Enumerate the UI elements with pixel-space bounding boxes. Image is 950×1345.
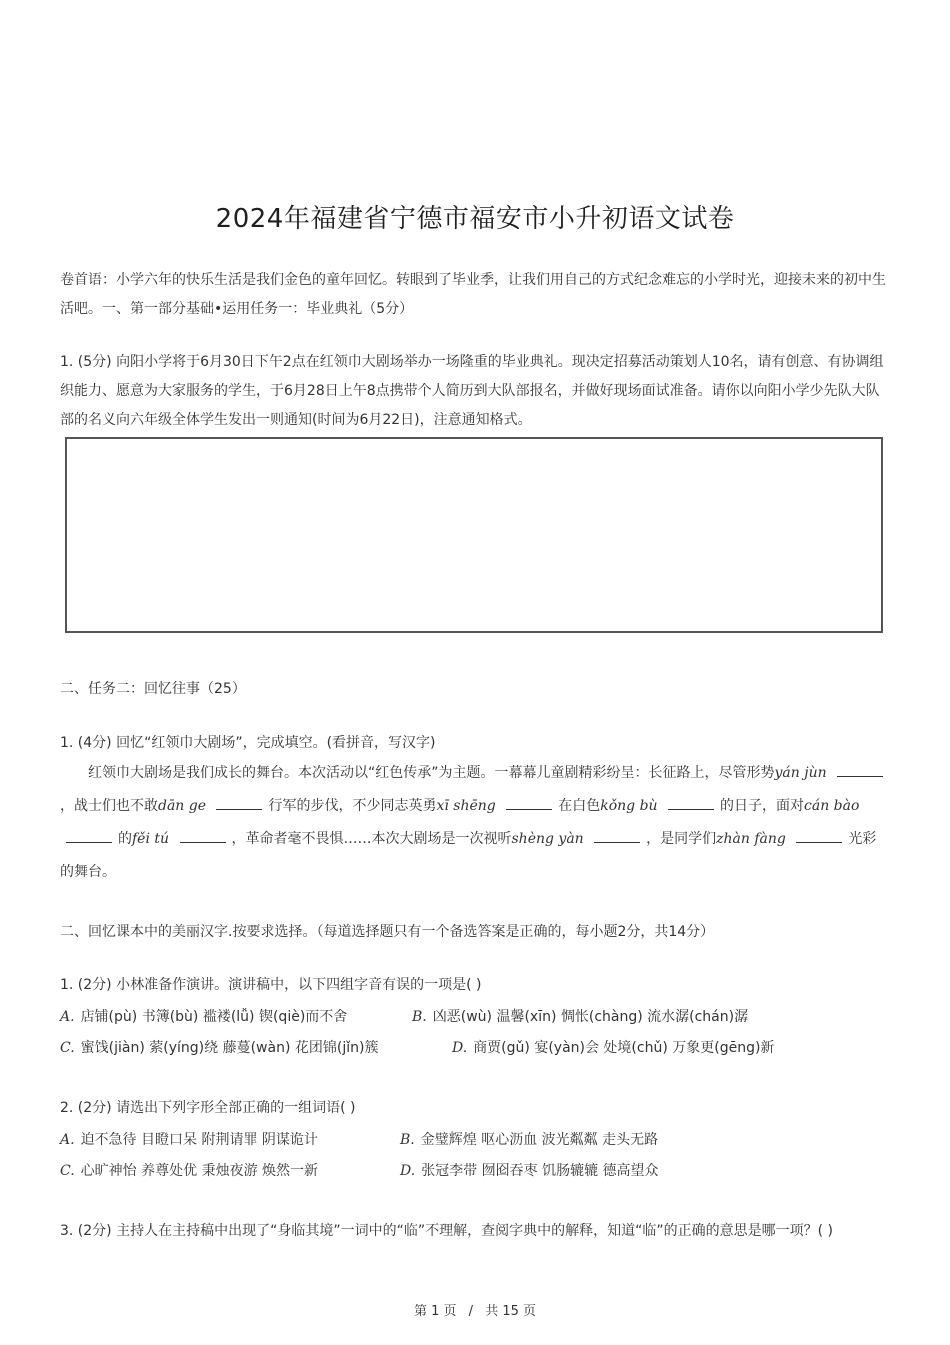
page-number: 第 1 页 [413, 1304, 457, 1319]
option-a[interactable]: A. 迫不急待 目瞪口呆 附荆请罪 阴谋诡计 [60, 1132, 318, 1148]
option-d[interactable]: D. 张冠李带 囫囵吞枣 饥肠辘辘 德高望众 [400, 1163, 659, 1179]
option-c[interactable]: C. 心旷神怡 养尊处优 秉烛夜游 焕然一新 [60, 1163, 319, 1179]
pinyin: zhàn fàng [716, 831, 786, 847]
page-title: 2024年福建省宁德市福安市小升初语文试卷 [215, 204, 735, 234]
blank-1[interactable] [837, 762, 883, 777]
mc2-question: 2. (2分) 请选出下列字形全部正确的一组词语( ) [60, 1100, 356, 1116]
pinyin: cán bào [804, 798, 860, 814]
pinyin: xī shēng [436, 798, 496, 814]
fill-text: ，战士们也不敢 [60, 798, 158, 814]
fill-text: 行军的步伐，不少同志英勇 [268, 798, 437, 814]
question-1-text: 1. (5分) 向阳小学将于6月30日下午2点在红领巾大剧场举办一场隆重的毕业典礼。现决定招募活动策划人10名，请有创意、有协调组织能力、愿意为大家服务的学生，于6月28日上午8点携带个人简历到大队部报名，并做好现场面试准备。请你以向阳小学少先队大队部的名义向六年级全体学生发出一则通知(时间为6月22日)，注意通知格式。 [60, 354, 884, 428]
option-c[interactable]: C. 蜜饯(jiàn) 萦(yíng)绕 藤蔓(wàn) 花团锦(jǐn)簇 [60, 1040, 379, 1056]
preface-text: 卷首语：小学六年的快乐生活是我们金色的童年回忆。转眼到了毕业季，让我们用自己的方式纪念难忘的小学时光，迎接未来的初中生活吧。一、第一部分基础•运用任务一：毕业典礼（5分） [60, 272, 886, 317]
section-3-heading: 二、回忆课本中的美丽汉字.按要求选择。（每道选择题只有一个备选答案是正确的，每小题2分，共14分） [60, 924, 715, 940]
blank-5[interactable] [66, 828, 112, 843]
fill-text: 的日子，面对 [720, 798, 805, 814]
fill-text: 在白色 [558, 798, 601, 814]
pinyin: dān ge [158, 798, 207, 814]
fill-text: 光彩的舞台。 [60, 831, 877, 880]
mc3-question: 3. (2分) 主持人在主持稿中出现了“身临其境”一词中的“临”不理解，查阅字典中的解释，知道“临”的正确的意思是哪一项？( ) [60, 1223, 833, 1239]
fill-text: 红领巾大剧场是我们成长的舞台。本次活动以“红色传承”为主题。一幕幕儿童剧精彩纷呈：长征路上，尽管形势 [88, 765, 775, 781]
pinyin: kǒng bù [600, 798, 658, 814]
option-a[interactable]: A. 店铺(pù) 书簿(bù) 褴褛(lǚ) 锲(qiè)而不舍 [60, 1009, 348, 1025]
pinyin: yán jùn [774, 765, 827, 781]
blank-6[interactable] [180, 828, 226, 843]
pinyin: fěi tú [132, 831, 170, 847]
option-b[interactable]: B. 凶恶(wù) 温馨(xīn) 惆怅(chàng) 流水潺(chán)潺 [412, 1009, 749, 1025]
page-footer [0, 1300, 950, 1319]
section-2-heading: 二、任务二：回忆往事（25） [60, 681, 246, 697]
fill-text: ，革命者毫不畏惧……本次大剧场是一次视听 [231, 831, 512, 847]
page-total: 共 15 页 [485, 1304, 537, 1319]
mc1-question: 1. (2分) 小林准备作演讲。演讲稿中，以下四组字音有误的一项是( ) [60, 977, 482, 993]
blank-3[interactable] [506, 795, 552, 810]
fill-text: ，是同学们 [646, 831, 717, 847]
fill-text: 的 [118, 831, 132, 847]
fill-in-paragraph [60, 757, 890, 889]
option-b[interactable]: B. 金璧辉煌 呕心沥血 波光粼粼 走头无路 [400, 1132, 659, 1148]
pinyin: shèng yàn [511, 831, 584, 847]
option-d[interactable]: D. 商贾(gǔ) 宴(yàn)会 处境(chǔ) 万象更(gēng)新 [452, 1040, 775, 1056]
page-separator: / [468, 1304, 474, 1319]
blank-8[interactable] [796, 828, 842, 843]
blank-4[interactable] [668, 795, 714, 810]
fill-question: 1. (4分) 回忆“红领巾大剧场”，完成填空。(看拼音，写汉字) [60, 735, 436, 751]
answer-box[interactable] [65, 437, 883, 633]
blank-7[interactable] [594, 828, 640, 843]
blank-2[interactable] [216, 795, 262, 810]
